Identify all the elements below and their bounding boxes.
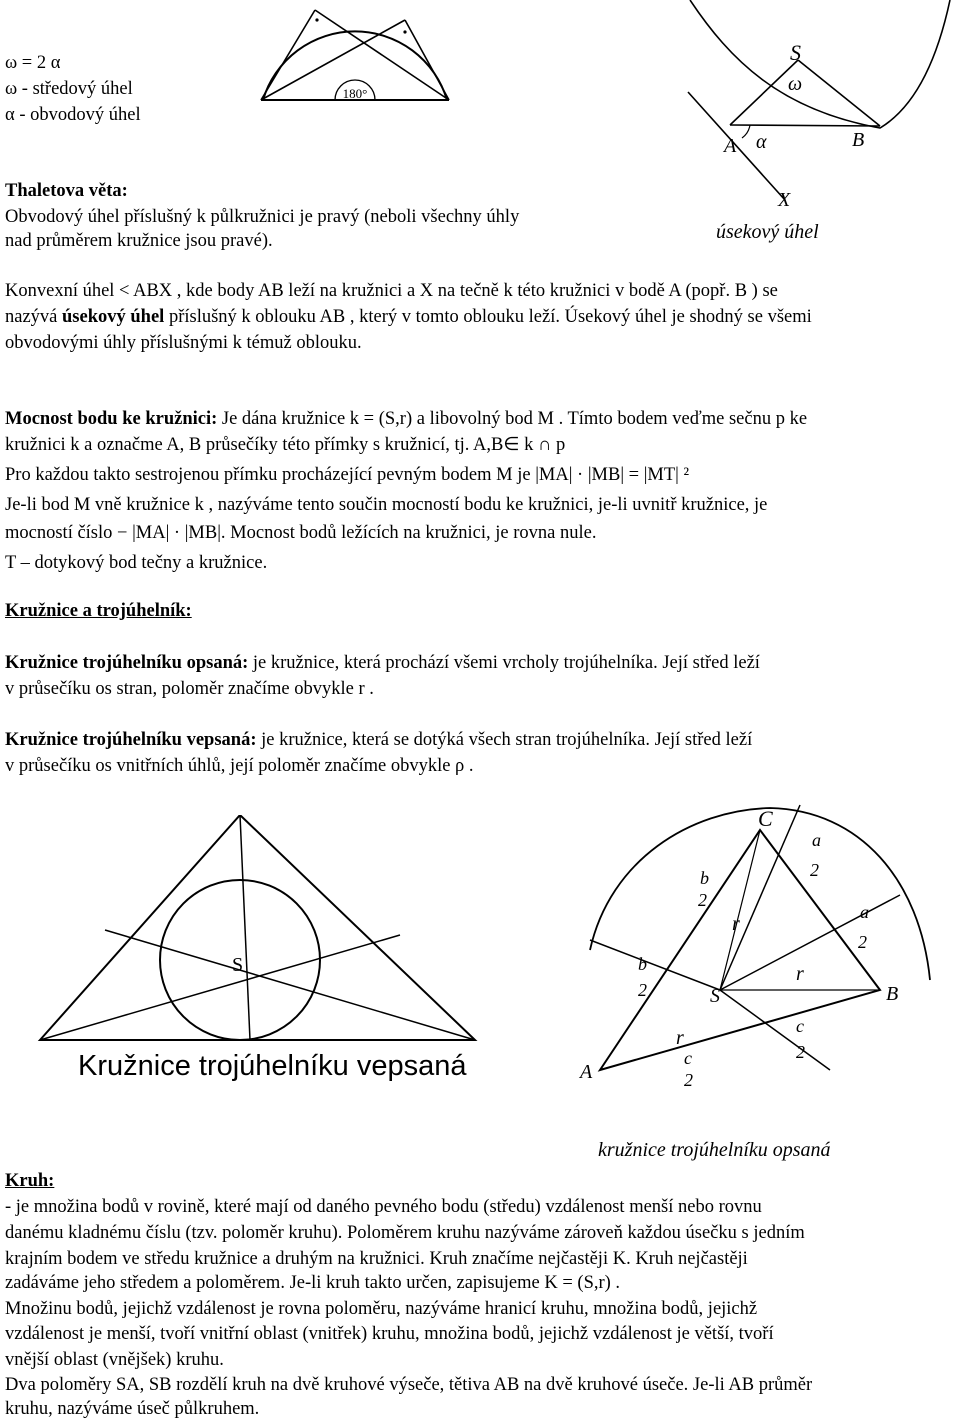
disk-text-6: vzdálenost je menší, tvoří vnitřní oblast (vnitřek) kruhu, množina bodů, jejichž vzdálenost je větší, tvoří — [5, 1324, 774, 1344]
svg-text:r: r — [676, 1027, 684, 1049]
svg-text:2: 2 — [684, 1070, 693, 1090]
disk-text-3: krajním bodem ve středu kružnice a druhým na kružnici. Kruh značíme nejčastěji K. Kruh nejčastěji — [5, 1249, 748, 1269]
chord-ab — [730, 125, 880, 126]
angle-180-label: 180° — [342, 86, 368, 101]
circumcircle-text-2: v průsečíku os stran, poloměr značíme obvykle r . — [5, 679, 374, 699]
svg-text:S: S — [232, 954, 244, 976]
disk-text-8: Dva poloměry SA, SB rozdělí kruh na dvě kruhové výseče, tětiva AB na dvě kruhové úseče. Je-li AB průměr — [5, 1375, 813, 1395]
power-point-text-6: T – dotykový bod tečny a kružnice. — [5, 553, 268, 573]
circumcircle-text-1: Kružnice trojúhelníku opsaná: je kružnice, která prochází všemi vrcholy trojúhelníka. Její střed leží — [5, 653, 760, 673]
disk-text-2: danému kladnému číslu (tzv. poloměr kruhu). Poloměrem kruhu nazýváme zároveň každou úsečku s jedním — [5, 1223, 805, 1243]
incircle-text-1: Kružnice trojúhelníku vepsaná: je kružnice, která se dotýká všech stran trojúhelníka. Její střed leží — [5, 730, 753, 750]
tangent-angle-text-3: obvodovými úhly příslušnými k témuž oblouku. — [5, 333, 362, 353]
incircle-caption: Kružnice trojúhelníku vepsaná — [78, 1050, 467, 1082]
svg-text:A: A — [724, 135, 737, 157]
svg-text:2: 2 — [858, 932, 867, 952]
thales-text-1: Obvodový úhel příslušný k půlkružnici je pravý (neboli všechny úhly — [5, 207, 520, 227]
svg-text:b: b — [700, 868, 709, 888]
svg-text:a: a — [860, 902, 869, 922]
svg-text:2: 2 — [698, 890, 707, 910]
circle-arc — [690, 0, 950, 128]
svg-text:B: B — [852, 129, 865, 151]
disk-text-1: - je množina bodů v rovině, které mají od daného pevného bodu (středu) vzdálenost menší nebo rovnu — [5, 1197, 762, 1217]
svg-text:X: X — [778, 189, 791, 211]
disk-text-9: kruhu, nazýváme úseč půlkruhem. — [5, 1399, 260, 1419]
disk-text-7: vnější oblast (vnějšek) kruhu. — [5, 1350, 224, 1370]
central-angle-formula: ω = 2 α — [5, 53, 61, 73]
triangle — [40, 815, 475, 1040]
svg-text:c: c — [684, 1048, 692, 1068]
section-heading-circle-triangle: Kružnice a trojúhelník: — [5, 601, 192, 621]
circumcircle-figure — [570, 800, 960, 1170]
disk-text-5: Množinu bodů, jejichž vzdálenost je rovna poloměru, nazýváme hranicí kruhu, množina bodů, jejichž — [5, 1299, 758, 1319]
tangent-chord-figure — [680, 0, 960, 250]
svg-text:C: C — [758, 806, 773, 831]
svg-text:r: r — [732, 913, 740, 935]
tangent-angle-text-1: Konvexní úhel < ABX , kde body AB leží na kružnici a X na tečně k této kružnici v bodě A (popř. B ) se — [5, 281, 778, 301]
svg-text:r: r — [796, 963, 804, 985]
inscribed-angle-def: α - obvodový úhel — [5, 105, 141, 125]
power-point-text-1: Mocnost bodu ke kružnici: Je dána kružnice k = (S,r) a libovolný bod M . Tímto bodem veďme sečnu p ke — [5, 409, 808, 429]
svg-text:A: A — [580, 1061, 593, 1083]
svg-text:a: a — [812, 830, 821, 850]
disk-text-4: zadáváme jeho středem a poloměrem. Je-li kruh takto určen, zapisujeme K = (S,r) . — [5, 1273, 621, 1293]
thales-text-2: nad průměrem kružnice jsou pravé). — [5, 231, 273, 251]
power-point-text-3: Pro každou takto sestrojenou přímku procházející pevným bodem M je |MA| · |MB| = |MT| ² — [5, 465, 690, 485]
svg-text:B: B — [886, 983, 899, 1005]
tangent-line — [688, 92, 785, 200]
svg-text:2: 2 — [796, 1042, 805, 1062]
svg-text:2: 2 — [638, 980, 647, 1000]
svg-text:S: S — [790, 40, 801, 65]
power-point-text-2: kružnici k a označme A, B průsečíky této přímky s kružnicí, tj. A,B∈ k ∩ p — [5, 435, 566, 455]
svg-text:b: b — [638, 954, 647, 974]
power-point-text-5: mocností číslo − |MA| · |MB|. Mocnost bodů ležících na kružnici, je rovna nule. — [5, 523, 597, 543]
svg-text:S: S — [710, 985, 720, 1007]
svg-text:α: α — [756, 131, 767, 153]
disk-heading: Kruh: — [5, 1171, 55, 1191]
central-angle-def: ω - středový úhel — [5, 79, 133, 99]
thales-figure — [255, 0, 455, 108]
thales-title: Thaletova věta: — [5, 181, 128, 201]
svg-text:c: c — [796, 1016, 804, 1036]
power-point-text-4: Je-li bod M vně kružnice k , nazýváme tento součin mocností bodu ke kružnici, je-li uvnitř kružnice, je — [5, 495, 768, 515]
svg-text:kružnice trojúhelníku opsaná: kružnice trojúhelníku opsaná — [598, 1139, 831, 1161]
svg-text:úsekový úhel: úsekový úhel — [716, 221, 819, 243]
svg-text:ω: ω — [788, 73, 803, 95]
incircle-text-2: v průsečíku os vnitřních úhlů, její poloměr značíme obvykle ρ . — [5, 756, 474, 776]
tangent-angle-text-2: nazývá úsekový úhel příslušný k oblouku AB , který v tomto oblouku leží. Úsekový úhel je shodný se všemi — [5, 307, 812, 327]
triangle — [600, 830, 880, 1070]
svg-text:2: 2 — [810, 860, 819, 880]
